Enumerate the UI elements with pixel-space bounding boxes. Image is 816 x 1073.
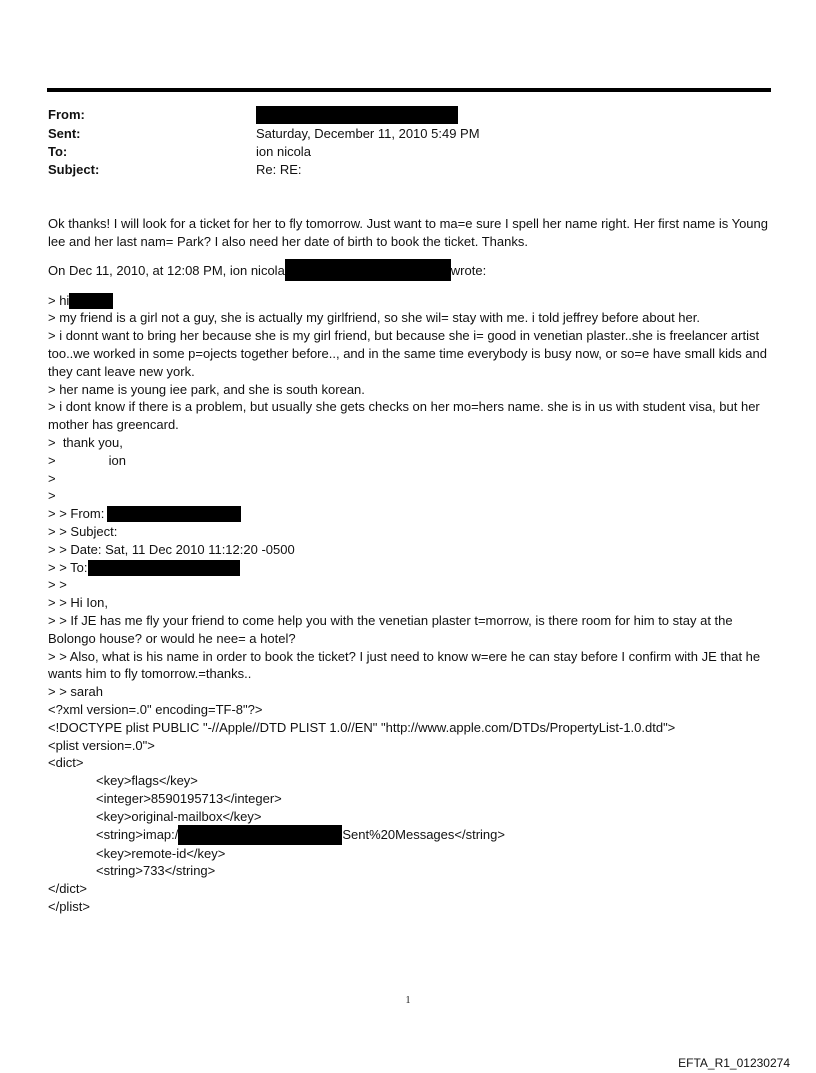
nested-to-redaction: [88, 560, 240, 576]
plist-open: <plist version=.0">: [48, 737, 155, 753]
header-rule: [47, 88, 771, 92]
to-value: ion nicola: [256, 144, 311, 159]
key-remote-id: <key>remote-id</key>: [96, 845, 226, 861]
quote-line-3: > her name is young iee park, and she is south korean.: [48, 381, 365, 397]
bates-number: EFTA_R1_01230274: [678, 1056, 790, 1070]
quote-hi-redaction: [69, 293, 113, 309]
quote-6-name: ion: [108, 452, 126, 468]
quote-line-8: >: [48, 488, 56, 504]
to-label: To:: [48, 144, 68, 159]
nested-para-1: > > If JE has me fly your friend to come help you with the venetian plaster t=morrow, is there room for him to stay at the Bolongo house? or would he nee= a hotel?: [48, 612, 733, 646]
xml-declaration: <?xml version=.0" encoding=TF-8"?>: [48, 701, 263, 717]
quote-line-2: > i donnt want to bring her because she is my girl friend, but because she i= good in venetian plaster..she is freelancer artist too..we worked in some p=ojects together before.., and in the same time everybody is busy now, or so=e have small kids and they cant leave new york.: [48, 328, 767, 379]
string-mailbox-prefix: <string>imap:/: [96, 826, 179, 842]
nested-blank-line: > >: [48, 577, 67, 593]
from-label: From:: [48, 107, 85, 122]
sent-value: Saturday, December 11, 2010 5:49 PM: [256, 126, 480, 141]
attribution-line: [48, 262, 772, 281]
subject-label: Subject:: [48, 162, 100, 177]
plist-close: </plist>: [48, 898, 90, 914]
mailbox-redaction: [178, 825, 342, 845]
nested-para-2: > > Also, what is his name in order to book the ticket? I just need to know w=ere he can stay before I confirm with JE that he wants him to fly tomorrow.=thanks..: [48, 648, 761, 682]
nested-date-line: > > Date: Sat, 11 Dec 2010 11:12:20 -0500: [48, 541, 295, 557]
reply-paragraph: Ok thanks! I will look for a ticket for her to fly tomorrow. Just want to ma=e sure I spell her name right. Her first name is Young lee and her last nam= Park? I also need her date of birth to book the ticket. Thanks.: [48, 216, 769, 249]
nested-signature: > > sarah: [48, 684, 103, 700]
from-redaction: [256, 106, 458, 124]
string-mailbox-line: [48, 826, 772, 845]
sent-label: Sent:: [48, 126, 81, 141]
quote-line-5: > thank you,: [48, 434, 123, 450]
string-remote-id: <string>733</string>: [96, 863, 216, 879]
subject-value: Re: RE:: [256, 162, 302, 177]
quote-line-6: [48, 452, 772, 470]
nested-to-line: [48, 559, 772, 577]
quote-6-prefix: >: [48, 452, 56, 468]
dict-close: </dict>: [48, 881, 88, 897]
integer-flags: <integer>8590195713</integer>: [96, 790, 282, 806]
xml-doctype: <!DOCTYPE plist PUBLIC "-//Apple//DTD PLIST 1.0//EN" "http://www.apple.com/DTDs/PropertyList-1.0.dtd">: [48, 719, 676, 735]
nested-to-label: > > To:: [48, 559, 88, 575]
quote-line-1: > my friend is a girl not a guy, she is actually my girlfriend, so she wil= stay with me. i told jeffrey before about her.: [48, 310, 700, 326]
nested-subject-line: > > Subject:: [48, 523, 118, 539]
page-number: 1: [405, 995, 411, 1006]
attribution-prefix: On Dec 11, 2010, at 12:08 PM, ion nicola: [48, 262, 285, 278]
dict-open: <dict>: [48, 755, 84, 771]
message-body: [48, 215, 772, 916]
attribution-redaction: [285, 259, 451, 281]
attribution-suffix: wrote:: [450, 262, 487, 278]
nested-from-line: [48, 505, 772, 523]
string-mailbox-suffix: Sent%20Messages</string>: [342, 826, 505, 842]
key-flags: <key>flags</key>: [96, 773, 198, 789]
nested-from-redaction: [107, 506, 241, 522]
quote-line-4: > i dont know if there is a problem, but usually she gets checks on her mo=hers name. she is in us with student visa, but her mother has greencard.: [48, 399, 760, 433]
quote-hi: > hi: [48, 292, 70, 308]
nested-from-label: > > From:: [48, 506, 105, 522]
quote-line-7: >: [48, 470, 56, 486]
nested-hi-line: > > Hi Ion,: [48, 595, 108, 611]
key-original-mailbox: <key>original-mailbox</key>: [96, 808, 262, 824]
quote-hi-line: [48, 292, 772, 310]
